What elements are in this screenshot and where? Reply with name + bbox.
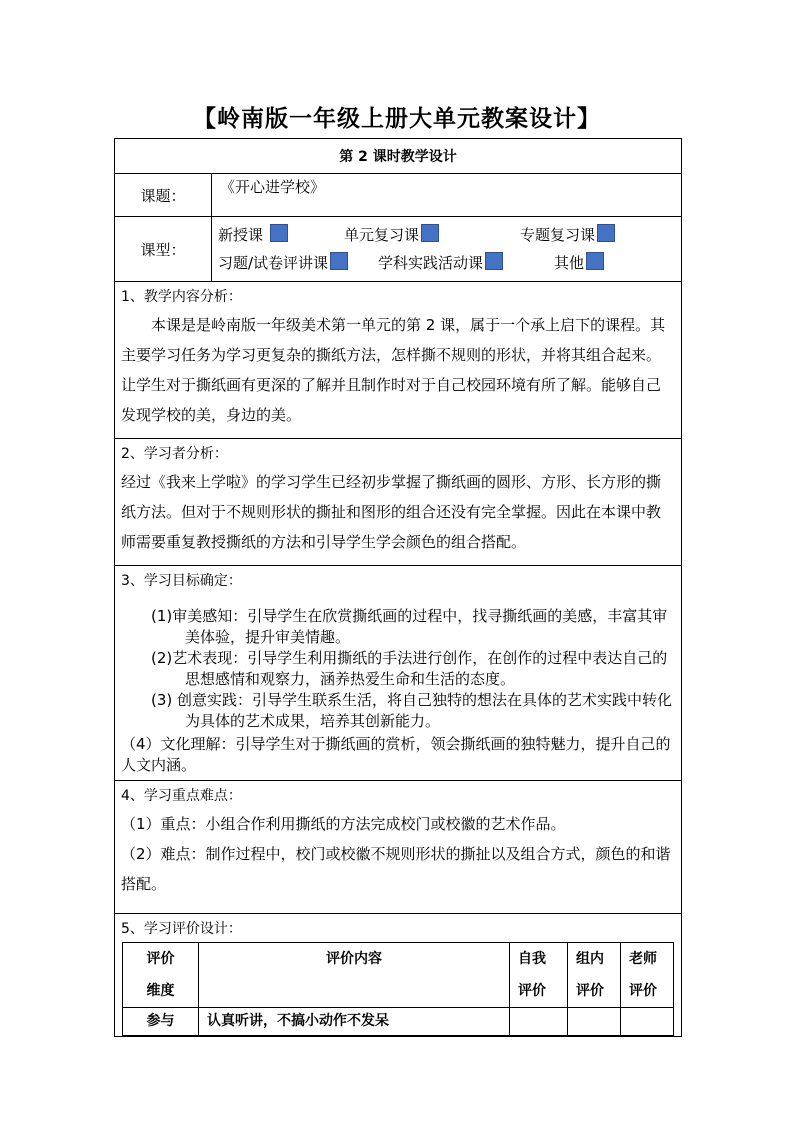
type-option-other[interactable]: 其他	[554, 249, 604, 277]
lesson-plan-table	[114, 138, 682, 1037]
content-analysis-section	[115, 282, 682, 439]
document-title: 【岭南版一年级上册大单元教案设计】	[193, 106, 601, 132]
checkbox-icon	[421, 224, 439, 242]
learner-analysis-text: 经过《我来上学啦》的学习学生已经初步掌握了撕纸画的圆形、方形、长方形的撕纸方法。但对于不规则形状的撕扯和图形的组合还没有完全掌握。因此在本课中教师需要重复教授撕纸的方法和引导学生学会颜色的组合搭配。	[121, 473, 662, 551]
objective-item: (2)艺术表现：引导学生利用撕纸的手法进行创作，在创作的过程中表达自己的思想感情和观察力，涵养热爱生命和生活的态度。	[151, 649, 668, 688]
key-points-heading: 4、学习重点难点：	[121, 788, 242, 804]
checkbox-icon	[586, 252, 604, 270]
type-option-new[interactable]: 新授课	[218, 221, 288, 249]
checkbox-icon	[597, 224, 615, 242]
eval-header-self: 自我 评价	[510, 943, 568, 1008]
type-option-topic-review[interactable]: 专题复习课	[520, 221, 615, 249]
eval-row-self-cell[interactable]	[510, 1008, 568, 1036]
period-title: 第 2 课时教学设计	[115, 139, 682, 174]
eval-header-content: 评价内容	[199, 943, 510, 1008]
learner-analysis-heading: 2、学习者分析：	[121, 446, 228, 462]
type-option-exercise[interactable]: 习题/试卷评讲课	[218, 249, 348, 277]
checkbox-icon	[485, 252, 503, 270]
objectives-heading: 3、学习目标确定：	[121, 573, 242, 589]
objective-item: (3) 创意实践：引导学生联系生活，将自己独特的想法在具体的艺术实践中转化为具体的艺术成果，培养其创新能力。	[151, 691, 673, 730]
content-analysis-heading: 1、教学内容分析：	[121, 289, 242, 305]
checkbox-icon	[330, 252, 348, 270]
eval-header-teacher: 老师 评价	[621, 943, 674, 1008]
key-point-focus: （1）重点：小组合作利用撕纸的方法完成校门或校徽的艺术作品。	[121, 815, 566, 833]
eval-row-dimension: 参与	[123, 1008, 199, 1036]
objectives-section	[115, 566, 682, 781]
lesson-label: 课题：	[115, 174, 212, 217]
learner-analysis-section	[115, 439, 682, 566]
objective-item: (1)审美感知：引导学生在欣赏撕纸画的过程中，找寻撕纸画的美感，丰富其审美体验，提升审美情趣。	[151, 607, 668, 646]
key-points-section	[115, 781, 682, 914]
objective-item: （4）文化理解：引导学生对于撕纸画的赏析，领会撕纸画的独特魅力，提升自己的人文内涵。	[121, 735, 671, 774]
key-point-difficulty: （2）难点：制作过程中，校门或校徽不规则形状的撕扯以及组合方式，颜色的和谐搭配。	[121, 845, 671, 893]
type-option-unit-review[interactable]: 单元复习课	[344, 221, 439, 249]
eval-row-content: 认真听讲，不搞小动作不发呆	[199, 1008, 510, 1036]
evaluation-section	[115, 914, 682, 1037]
evaluation-heading: 5、学习评价设计：	[121, 921, 242, 937]
lesson-type-options	[212, 217, 682, 282]
eval-row-teacher-cell[interactable]	[621, 1008, 674, 1036]
eval-header-group: 组内 评价	[568, 943, 621, 1008]
eval-header-dimension: 评价 维度	[123, 943, 199, 1008]
lesson-value: 《开心进学校》	[212, 174, 682, 217]
eval-row-group-cell[interactable]	[568, 1008, 621, 1036]
lesson-type-label: 课型：	[115, 217, 212, 282]
checkbox-icon	[270, 224, 288, 242]
type-option-practice[interactable]: 学科实践活动课	[378, 249, 503, 277]
content-analysis-text: 本课是是岭南版一年级美术第一单元的第 2 课，属于一个承上启下的课程。其主要学习任务为学习更复杂的撕纸方法，怎样撕不规则的形状，并将其组合起来。让学生对于撕纸画有更深的了解并且制作时对于自己校园环境有所了解。能够自己发现学校的美，身边的美。	[121, 316, 666, 424]
evaluation-table	[122, 942, 674, 1036]
